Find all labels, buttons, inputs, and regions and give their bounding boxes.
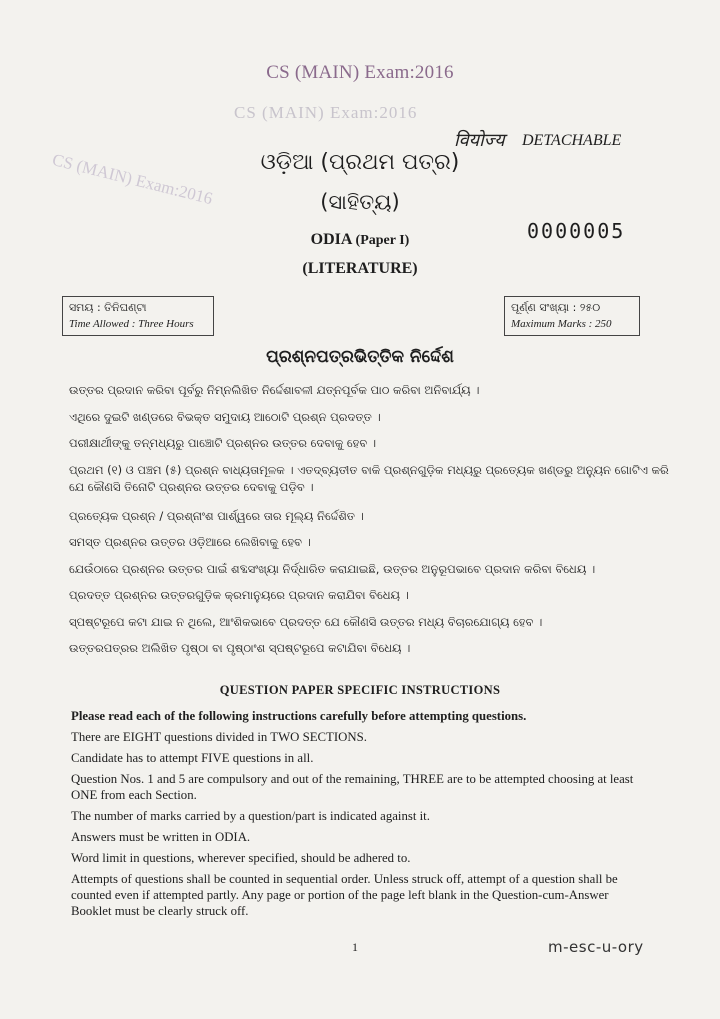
paper-subtitle-en: (LITERATURE) [302, 260, 418, 277]
paper-title-odia: ଓଡ଼ିଆ (ପ୍ରଥମ ପତ୍ର) [260, 150, 460, 175]
odia-instruction-line: ଯେଉଁଠାରେ ପ୍ରଶ୍ନର ଉତ୍ତର ପାଇଁ ଶବ୍ଦସଂଖ୍ୟା ନିର୍ଦ୍ଧାରିତ କରାଯାଇଛି, ଉତ୍ତର ଅନୁରୂପଭାବେ ପ୍ରଦାନ କରିବା ବିଧେୟ । [69, 561, 596, 576]
paper-title-paper-number: (Paper I) [355, 233, 410, 248]
maximum-marks-box [504, 296, 640, 336]
serial-number: 0000005 [527, 219, 626, 243]
odia-instruction-line: ଉତ୍ତରପତ୍ରର ଅଲିଖିତ ପୃଷ୍ଠା ବା ପୃଷ୍ଠାଂଶ ସ୍ପଷ୍ଟରୂପେ କଟାଯିବା ବିଧେୟ । [69, 641, 411, 655]
time-allowed-box [62, 296, 214, 336]
english-instruction-line: There are EIGHT questions divided in TWO SECTIONS. [71, 730, 367, 744]
english-instruction-line: Attempts of questions shall be counted in sequential order. Unless struck off, attempt of a question shall be counted even if attempted partly. Any page or portion of the page left blank in the Question-cum-Answer Booklet must be clearly struck off. [71, 872, 618, 918]
faded-exam-stamp: CS (MAIN) Exam:2016 [234, 103, 418, 122]
english-instructions-intro: Please read each of the following instructions carefully before attempting questions. [71, 709, 527, 723]
faded-exam-stamp-left: CS (MAIN) Exam:2016 [50, 150, 215, 209]
english-instruction-line: Candidate has to attempt FIVE questions in all. [71, 751, 314, 765]
exam-stamp: CS (MAIN) Exam:2016 [266, 62, 454, 83]
odia-instruction-line: ଉତ୍ତର ପ୍ରଦାନ କରିବା ପୂର୍ବରୁ ନିମ୍ନଲିଖିତ ନିର୍ଦ୍ଦେଶାବଳୀ ଯତ୍ନପୂର୍ବକ ପାଠ କରିବା ଅନିବାର୍ଯ୍ୟ । [69, 383, 480, 397]
maximum-marks-en: Maximum Marks : 250 [511, 318, 612, 330]
page-number: 1 [352, 940, 358, 954]
odia-instruction-line: ପ୍ରଥମ (୧) ଓ ପଞ୍ଚମ (୫) ପ୍ରଶ୍ନ ବାଧ୍ୟତାମୂଳକ । ଏତଦ୍‌ବ୍ୟତୀତ ବାକି ପ୍ରଶ୍ନଗୁଡ଼ିକ ମଧ୍ୟରୁ ପ୍ରତ୍ୟେକ ଖଣ୍ଡରୁ ଅନ୍ୟୁନ ଗୋଟିଏ କରି ଯେ କୌଣସି ତିନୋଟି ପ୍ରଶ୍ନର ଉତ୍ତର ଦେବାକୁ ପଡ଼ିବ । [69, 462, 669, 494]
detachable-label: DETACHABLE [522, 132, 622, 149]
odia-instruction-line: ପ୍ରଦତ୍ତ ପ୍ରଶ୍ନର ଉତ୍ତରଗୁଡ଼ିକ କ୍ରମାନୁୟରେ ପ୍ରଦାନ କରାଯିବା ବିଧେୟ । [69, 588, 409, 602]
time-allowed-en: Time Allowed : Three Hours [69, 318, 194, 330]
english-instruction-line: Word limit in questions, wherever specified, should be adhered to. [71, 851, 411, 865]
english-instructions-heading: QUESTION PAPER SPECIFIC INSTRUCTIONS [219, 683, 501, 697]
odia-instruction-line: ସ୍ପଷ୍ଟରୂପେ କଟା ଯାଇ ନ ଥିଲେ, ଆଂଶିକଭାବେ ପ୍ରଦତ୍ତ ଯେ କୌଣସି ଉତ୍ତର ମଧ୍ୟ ବିଚାରଯୋଗ୍ୟ ହେବ । [69, 614, 543, 629]
paper-code: m-esc-u-ory [548, 938, 644, 956]
time-allowed-odia: ସମୟ : ତିନିଘଣ୍ଟା [69, 301, 147, 314]
english-instruction-line: Answers must be written in ODIA. [71, 830, 251, 844]
odia-instruction-line: ସମସ୍ତ ପ୍ରଶ୍ନର ଉତ୍ତର ଓଡ଼ିଆରେ ଲେଖିବାକୁ ହେବ । [69, 535, 311, 549]
odia-instruction-line: ପରୀକ୍ଷାର୍ଥୀଙ୍କୁ ତନ୍ମଧ୍ୟରୁ ପାଞ୍ଚୋଟି ପ୍ରଶ୍ନର ଉତ୍ତର ଦେବାକୁ ହେବ । [69, 436, 377, 450]
odia-instruction-line: ପ୍ରତ୍ୟେକ ପ୍ରଶ୍ନ / ପ୍ରଶ୍ନାଂଶ ପାର୍ଶ୍ୱରେ ତାର ମୂଲ୍ୟ ନିର୍ଦ୍ଦେଶିତ । [69, 508, 364, 523]
english-instruction-line: The number of marks carried by a question/part is indicated against it. [71, 809, 430, 823]
paper-title-subject: ODIA [310, 231, 352, 248]
paper-title-en [0, 231, 720, 249]
english-instructions-list [71, 708, 641, 924]
maximum-marks-odia: ପୂର୍ଣ୍ଣ ସଂଖ୍ୟା : ୨୫୦ [511, 301, 601, 314]
english-instruction-line: Question Nos. 1 and 5 are compulsory and out of the remaining, THREE are to be attempted choosing at least ONE from each Section. [71, 772, 634, 802]
odia-instructions-heading: ପ୍ରଶ୍ନପତ୍ରଭିତ୍ତିକ ନିର୍ଦ୍ଦେଶ [266, 347, 454, 367]
odia-instruction-line: ଏଥିରେ ଦୁଇଟି ଖଣ୍ଡରେ ବିଭକ୍ତ ସମୁଦାୟ ଆଠୋଟି ପ୍ରଶ୍ନ ପ୍ରଦତ୍ତ । [69, 409, 381, 424]
paper-subtitle-odia: (ସାହିତ୍ୟ) [320, 190, 400, 214]
detachable-hindi-label: वियोज्य [454, 130, 505, 150]
odia-instructions-list [69, 382, 669, 667]
